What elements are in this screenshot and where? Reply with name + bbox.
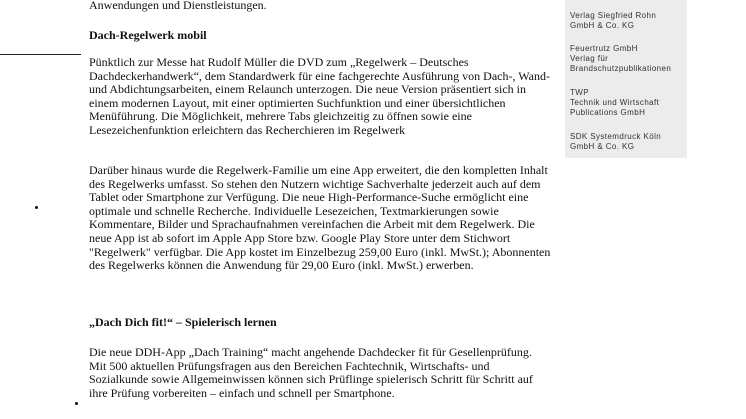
bullet-dot: [75, 402, 78, 405]
publisher-line: GmbH & Co. KG: [570, 21, 635, 30]
publisher-line: Feuertrutz GmbH: [570, 44, 638, 53]
publisher-line: Brandschutzpublikationen: [570, 64, 672, 73]
publisher-line: TWP: [570, 88, 589, 97]
publisher-line: Publications GmbH: [570, 108, 646, 117]
publisher-line: Technik und Wirtschaft: [570, 98, 660, 107]
paragraph: Die neue DDH-App „Dach Training“ macht angehende Dachdecker fit für Gesellenprüfung. Mit 500 aktuellen Prüfungsfragen aus den Bereichen Fachtechnik, Wirtschafts- und Sozialkunde sowie Allgemeinwissen können sich Prüflinge spielerisch Schritt für Schritt auf ihre Prüfung vorbereiten – einfach und schnell per Smartphone.: [89, 345, 533, 400]
publisher-line: Verlag für: [570, 54, 609, 63]
publisher-line: SDK Systemdruck Köln: [570, 132, 662, 141]
section-heading-regelwerk: Dach-Regelwerk mobil: [89, 28, 207, 42]
intro-tail-text: Anwendungen und Dienstleistungen.: [89, 0, 267, 12]
section-heading-dach-training: „Dach Dich fit!“ – Spielerisch lernen: [89, 315, 277, 329]
publisher-entry: [570, 11, 688, 31]
horizontal-rule: [0, 54, 81, 55]
publisher-entry: [570, 132, 688, 152]
publisher-sidebar: [565, 0, 687, 158]
publisher-line: Verlag Siegfried Rohn: [570, 11, 657, 20]
publisher-line: GmbH & Co. KG: [570, 142, 635, 151]
paragraph: Darüber hinaus wurde die Regelwerk-Familie um eine App erweitert, die den kompletten Inhalt des Regelwerks umfasst. So stehen den Nutzern wichtige Sachverhalte jederzeit auch auf dem Tablet oder Smartphone zur Verfügung. Die neue High-Performance-Suche ermöglicht eine optimale und schnelle Recherche. Individuelle Lesezeichen, Textmarkierungen sowie Kommentare, Bilder und Sprachaufnahmen vereinfachen die Arbeit mit dem Regelwerk. Die neue App ist ab sofort im Apple App Store bzw. Google Play Store unter dem Stichwort "Regelwerk" verfügbar. Die App kostet im Einzelbezug 259,00 Euro (inkl. MwSt.); Abonnenten des Regelwerks können die Anwendung für 29,00 Euro (inkl. MwSt.) erwerben.: [89, 163, 551, 273]
paragraph: Pünktlich zur Messe hat Rudolf Müller die DVD zum „Regelwerk – Deutsches Dachdeckerhandwerk“, dem Standardwerk für eine fachgerechte Ausführung von Dach-, Wand- und Abdichtungsarbeiten, einem Relaunch unterzogen. Die neue Version präsentiert sich in einem modernen Layout, mit einer optimierten Suchfunktion und einer übersichtlichen Menüführung. Die Möglichkeit, mehrere Tabs gleichzeitig zu öffnen sowie eine Lesezeichenfunktion erleichtern das Recherchieren im Regelwerk: [89, 55, 550, 137]
publisher-entry: [570, 44, 688, 74]
publisher-entry: [570, 88, 688, 118]
bullet-dot: [35, 206, 38, 209]
